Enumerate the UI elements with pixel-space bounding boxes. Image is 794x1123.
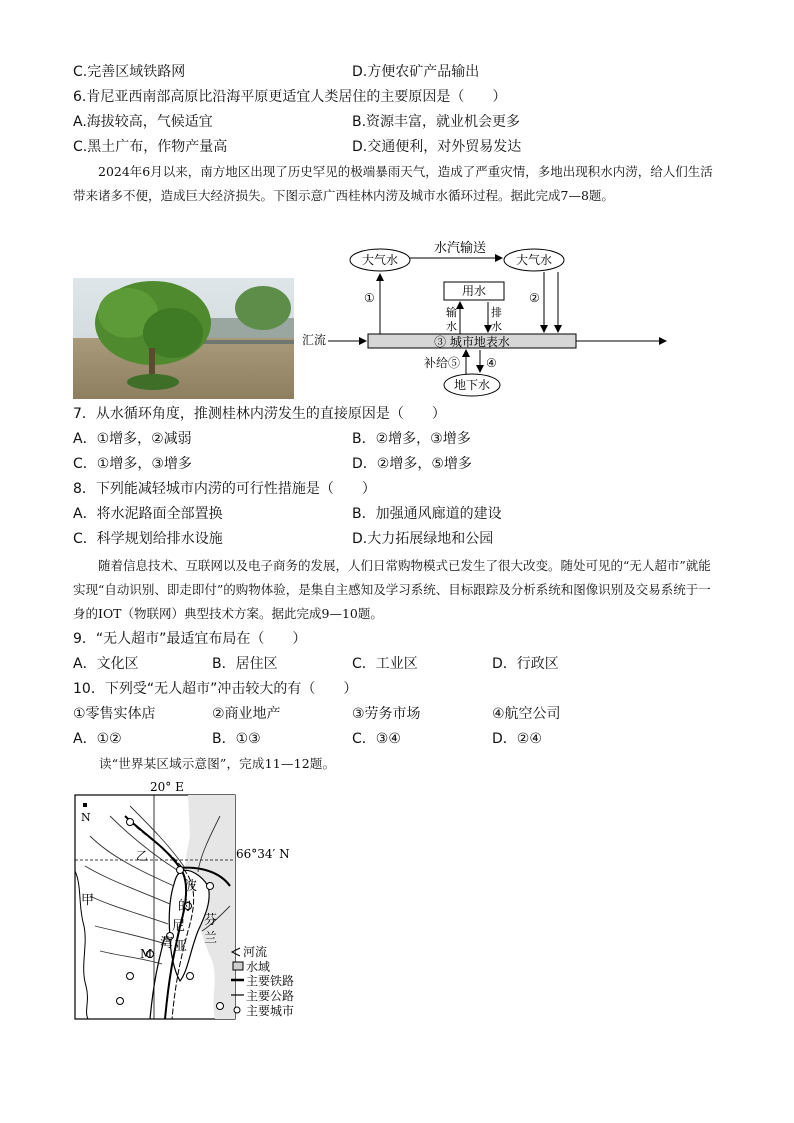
q6-stem: 6.肯尼亚西南部高原比沿海平原更适宜人类居住的主要原因是（ ） bbox=[73, 89, 507, 105]
drain-water-1: 排 bbox=[491, 306, 502, 319]
arctic-circle-label: 66°34′ N bbox=[236, 847, 290, 861]
q7-option-a: A．①增多，②减弱 bbox=[73, 431, 192, 447]
transport-water-1: 输 bbox=[446, 306, 457, 319]
q7-option-b: B．②增多，③增多 bbox=[352, 431, 471, 447]
q10-stem: 10．下列受“无人超市”冲击较大的有（ ） bbox=[73, 681, 358, 697]
q8-option-a: A．将水泥路面全部置换 bbox=[73, 506, 223, 522]
transport-water-2: 水 bbox=[446, 320, 457, 333]
gulf-char-5: 湾 bbox=[160, 936, 174, 951]
north-label: N bbox=[81, 811, 91, 824]
gulf-char-4: 亚 bbox=[174, 939, 188, 954]
q5-option-d: D.方便农矿产品输出 bbox=[352, 64, 480, 80]
gulf-char-3: 尼 bbox=[172, 919, 186, 934]
q10-statement-2: ②商业地产 bbox=[212, 706, 281, 722]
q10-option-c: C．③④ bbox=[352, 731, 401, 747]
q7-option-d: D．②增多，⑤增多 bbox=[352, 456, 472, 472]
arrow-2-label: ② bbox=[529, 291, 540, 305]
legend-highway: 主要公路 bbox=[246, 989, 295, 1003]
q6-option-d: D.交通便利，对外贸易发达 bbox=[352, 139, 522, 155]
q7-option-c: C．①增多，③增多 bbox=[73, 456, 192, 472]
q7-stem: 7．从水循环角度，推测桂林内涝发生的直接原因是（ ） bbox=[73, 406, 446, 422]
longitude-label: 20° E bbox=[150, 780, 184, 794]
atmospheric-water-left: 大气水 bbox=[361, 253, 399, 267]
q8-option-c: C．科学规划给排水设施 bbox=[73, 531, 223, 547]
q9-option-d: D．行政区 bbox=[492, 656, 559, 672]
q6-option-b: B.资源丰富，就业机会更多 bbox=[352, 114, 521, 130]
legend-railway: 主要铁路 bbox=[246, 974, 295, 988]
water-cycle-diagram bbox=[300, 236, 680, 398]
q8-option-b: B．加强通风廊道的建设 bbox=[352, 506, 502, 522]
label-m: M bbox=[140, 947, 153, 961]
map-intro: 读“世界某区域示意图”，完成11—12题。 bbox=[99, 756, 336, 771]
vapor-transport-label: 水汽输送 bbox=[433, 241, 487, 256]
label-yi: 乙 bbox=[136, 849, 149, 863]
label-jia: 甲 bbox=[81, 893, 95, 908]
q9-option-c: C．工业区 bbox=[352, 656, 418, 672]
confluence-label: 汇流 bbox=[302, 333, 327, 347]
water-use-label: 用水 bbox=[461, 284, 487, 298]
legend-water-symbol bbox=[233, 962, 243, 970]
region-map bbox=[70, 776, 320, 1022]
q9-option-b: B．居住区 bbox=[212, 656, 278, 672]
q10-statement-4: ④航空公司 bbox=[492, 706, 561, 722]
arrow-4-label: ④ bbox=[486, 356, 497, 370]
atmospheric-water-right: 大气水 bbox=[515, 253, 553, 267]
surface-water-label: ③ 城市地表水 bbox=[434, 335, 510, 349]
q8-stem: 8．下列能减轻城市内涝的可行性措施是（ ） bbox=[73, 481, 376, 497]
legend-river: 河流 bbox=[243, 945, 268, 959]
legend-city-symbol bbox=[234, 1007, 240, 1013]
flood-photo bbox=[73, 278, 294, 399]
q9-stem: 9．“无人超市”最适宜布局在（ ） bbox=[73, 631, 307, 647]
q6-option-c: C.黑土广布，作物产量高 bbox=[73, 139, 228, 155]
q8-option-d: D.大力拓展绿地和公园 bbox=[352, 531, 494, 547]
passage-flood: 2024年6月以来，南方地区出现了历史罕见的极端暴雨天气，造成了严重灾情，多地出现积水内涝，给人们生活带来诸多不便，造成巨大经济损失。下图示意广西桂林内涝及城市水循环过程。据此完成7—8题。 bbox=[73, 164, 713, 203]
q10-statement-3: ③劳务市场 bbox=[352, 706, 421, 722]
q10-option-b: B．①③ bbox=[212, 731, 261, 747]
drain-water-2: 水 bbox=[491, 320, 502, 333]
finland-char-1: 芬 bbox=[204, 913, 218, 928]
q10-option-a: A．①② bbox=[73, 731, 122, 747]
q6-option-a: A.海拔较高，气候适宜 bbox=[73, 114, 213, 130]
q9-option-a: A．文化区 bbox=[73, 656, 139, 672]
gulf-char-1: 波 bbox=[184, 879, 198, 894]
legend-city: 主要城市 bbox=[246, 1004, 295, 1018]
legend-water: 水域 bbox=[246, 960, 271, 974]
recharge-label: 补给⑤ bbox=[424, 356, 461, 370]
q10-statement-1: ①零售实体店 bbox=[73, 706, 156, 722]
q5-option-c: C.完善区域铁路网 bbox=[73, 64, 186, 80]
arrow-1-label: ① bbox=[364, 291, 375, 305]
gulf-char-2: 的 bbox=[178, 899, 192, 914]
finland-char-2: 兰 bbox=[204, 931, 218, 946]
groundwater-label: 地下水 bbox=[453, 378, 491, 392]
passage-unmanned-supermarket: 随着信息技术、互联网以及电子商务的发展，人们日常购物模式已发生了很大改变。随处可见的“无人超市”就能实现“自动识别、即走即付”的购物体验，是集自主感知及学习系统、目标跟踪及分析系统和图像识别及交易系统于一身的IOT（物联网）典型技术方案。据此完成9—10题。 bbox=[73, 558, 711, 621]
q10-option-d: D．②④ bbox=[492, 731, 542, 747]
